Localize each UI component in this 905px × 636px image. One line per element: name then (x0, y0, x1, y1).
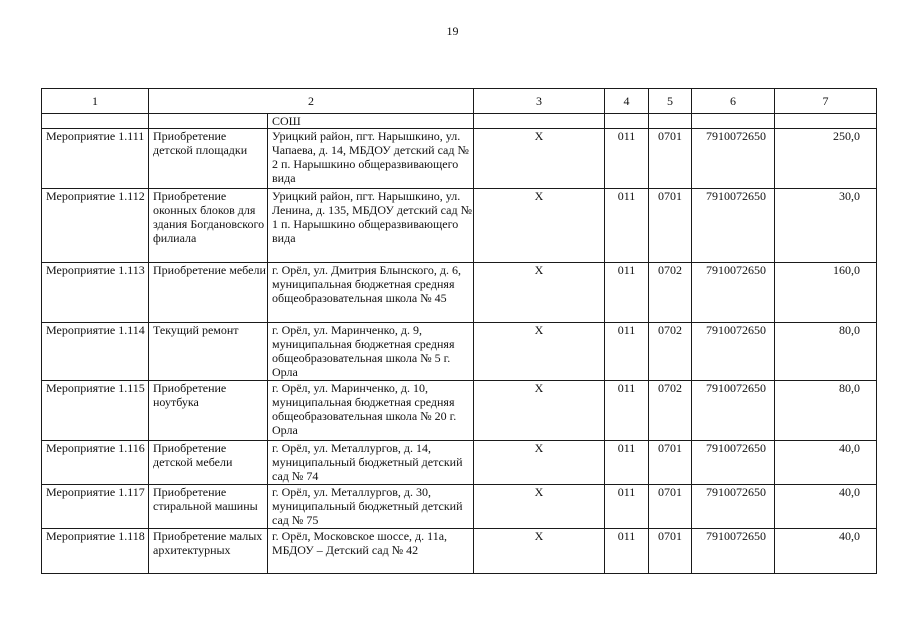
col3-cell: Х (474, 129, 605, 189)
col3-cell: Х (474, 323, 605, 381)
cell-empty (605, 114, 649, 129)
address-cell: г. Орёл, ул. Дмитрия Блынского, д. 6, муниципальная бюджетная средняя общеобразовательная школа № 45 (268, 263, 474, 323)
col3-cell: Х (474, 441, 605, 485)
col6-cell: 7910072650 (692, 485, 775, 529)
amount-cell: 40,0 (775, 441, 877, 485)
col6-cell: 7910072650 (692, 441, 775, 485)
amount-cell: 30,0 (775, 189, 877, 263)
amount-cell: 40,0 (775, 529, 877, 574)
table-row (42, 529, 877, 574)
col3-cell: Х (474, 189, 605, 263)
action-cell: Приобретение детской площадки (149, 129, 268, 189)
col3-cell: Х (474, 381, 605, 441)
col4-cell: 011 (605, 129, 649, 189)
cell-empty (474, 114, 605, 129)
col4-cell: 011 (605, 189, 649, 263)
col6-cell: 7910072650 (692, 529, 775, 574)
carry-over-row (42, 114, 877, 129)
header-cell: 4 (605, 89, 649, 114)
measure-cell: Мероприятие 1.114 (42, 323, 149, 381)
col4-cell: 011 (605, 441, 649, 485)
amount-cell: 40,0 (775, 485, 877, 529)
address-cell: Урицкий район, пгт. Нарышкино, ул. Чапаева, д. 14, МБДОУ детский сад № 2 п. Нарышкино общеразвивающего вида (268, 129, 474, 189)
table-row (42, 323, 877, 381)
amount-cell: 160,0 (775, 263, 877, 323)
cell-empty (149, 114, 268, 129)
col6-cell: 7910072650 (692, 323, 775, 381)
col5-cell: 0701 (649, 441, 692, 485)
col4-cell: 011 (605, 529, 649, 574)
col6-cell: 7910072650 (692, 381, 775, 441)
header-row (42, 89, 877, 114)
table-row (42, 381, 877, 441)
address-cell: г. Орёл, Московское шоссе, д. 11а, МБДОУ – Детский сад № 42 (268, 529, 474, 574)
carry-over-text: СОШ (268, 114, 474, 129)
header-cell: 3 (474, 89, 605, 114)
col4-cell: 011 (605, 263, 649, 323)
col5-cell: 0701 (649, 129, 692, 189)
header-cell: 6 (692, 89, 775, 114)
address-cell: г. Орёл, ул. Маринченко, д. 10, муниципальная бюджетная средняя общеобразовательная школа № 20 г. Орла (268, 381, 474, 441)
cell-empty (775, 114, 877, 129)
address-cell: г. Орёл, ул. Металлургов, д. 30, муниципальный бюджетный детский сад № 75 (268, 485, 474, 529)
address-cell: Урицкий район, пгт. Нарышкино, ул. Ленина, д. 135, МБДОУ детский сад № 1 п. Нарышкино общеразвивающего вида (268, 189, 474, 263)
budget-table (41, 88, 877, 574)
page-number: 19 (446, 24, 459, 38)
col3-cell: Х (474, 263, 605, 323)
col5-cell: 0702 (649, 381, 692, 441)
action-cell: Приобретение оконных блоков для здания Богдановского филиала (149, 189, 268, 263)
measure-cell: Мероприятие 1.115 (42, 381, 149, 441)
col6-cell: 7910072650 (692, 189, 775, 263)
measure-cell: Мероприятие 1.116 (42, 441, 149, 485)
col5-cell: 0702 (649, 263, 692, 323)
address-cell: г. Орёл, ул. Маринченко, д. 9, муниципальная бюджетная средняя общеобразовательная школа № 5 г. Орла (268, 323, 474, 381)
col5-cell: 0701 (649, 529, 692, 574)
header-cell: 2 (149, 89, 474, 114)
table-row (42, 189, 877, 263)
cell-empty (692, 114, 775, 129)
table-row (42, 129, 877, 189)
address-cell: г. Орёл, ул. Металлургов, д. 14, муниципальный бюджетный детский сад № 74 (268, 441, 474, 485)
table-row (42, 485, 877, 529)
measure-cell: Мероприятие 1.117 (42, 485, 149, 529)
header-cell: 5 (649, 89, 692, 114)
amount-cell: 80,0 (775, 381, 877, 441)
action-cell: Приобретение стиральной машины (149, 485, 268, 529)
header-cell: 7 (775, 89, 877, 114)
col3-cell: Х (474, 485, 605, 529)
action-cell: Приобретение мебели (149, 263, 268, 323)
measure-cell: Мероприятие 1.113 (42, 263, 149, 323)
measure-cell: Мероприятие 1.118 (42, 529, 149, 574)
table-row (42, 441, 877, 485)
col4-cell: 011 (605, 323, 649, 381)
col4-cell: 011 (605, 381, 649, 441)
col5-cell: 0701 (649, 485, 692, 529)
col5-cell: 0701 (649, 189, 692, 263)
col4-cell: 011 (605, 485, 649, 529)
cell-empty (42, 114, 149, 129)
cell-empty (649, 114, 692, 129)
col3-cell: Х (474, 529, 605, 574)
col5-cell: 0702 (649, 323, 692, 381)
action-cell: Текущий ремонт (149, 323, 268, 381)
measure-cell: Мероприятие 1.111 (42, 129, 149, 189)
measure-cell: Мероприятие 1.112 (42, 189, 149, 263)
action-cell: Приобретение ноутбука (149, 381, 268, 441)
amount-cell: 250,0 (775, 129, 877, 189)
col6-cell: 7910072650 (692, 263, 775, 323)
col6-cell: 7910072650 (692, 129, 775, 189)
table-row (42, 263, 877, 323)
action-cell: Приобретение малых архитектурных (149, 529, 268, 574)
amount-cell: 80,0 (775, 323, 877, 381)
action-cell: Приобретение детской мебели (149, 441, 268, 485)
header-cell: 1 (42, 89, 149, 114)
